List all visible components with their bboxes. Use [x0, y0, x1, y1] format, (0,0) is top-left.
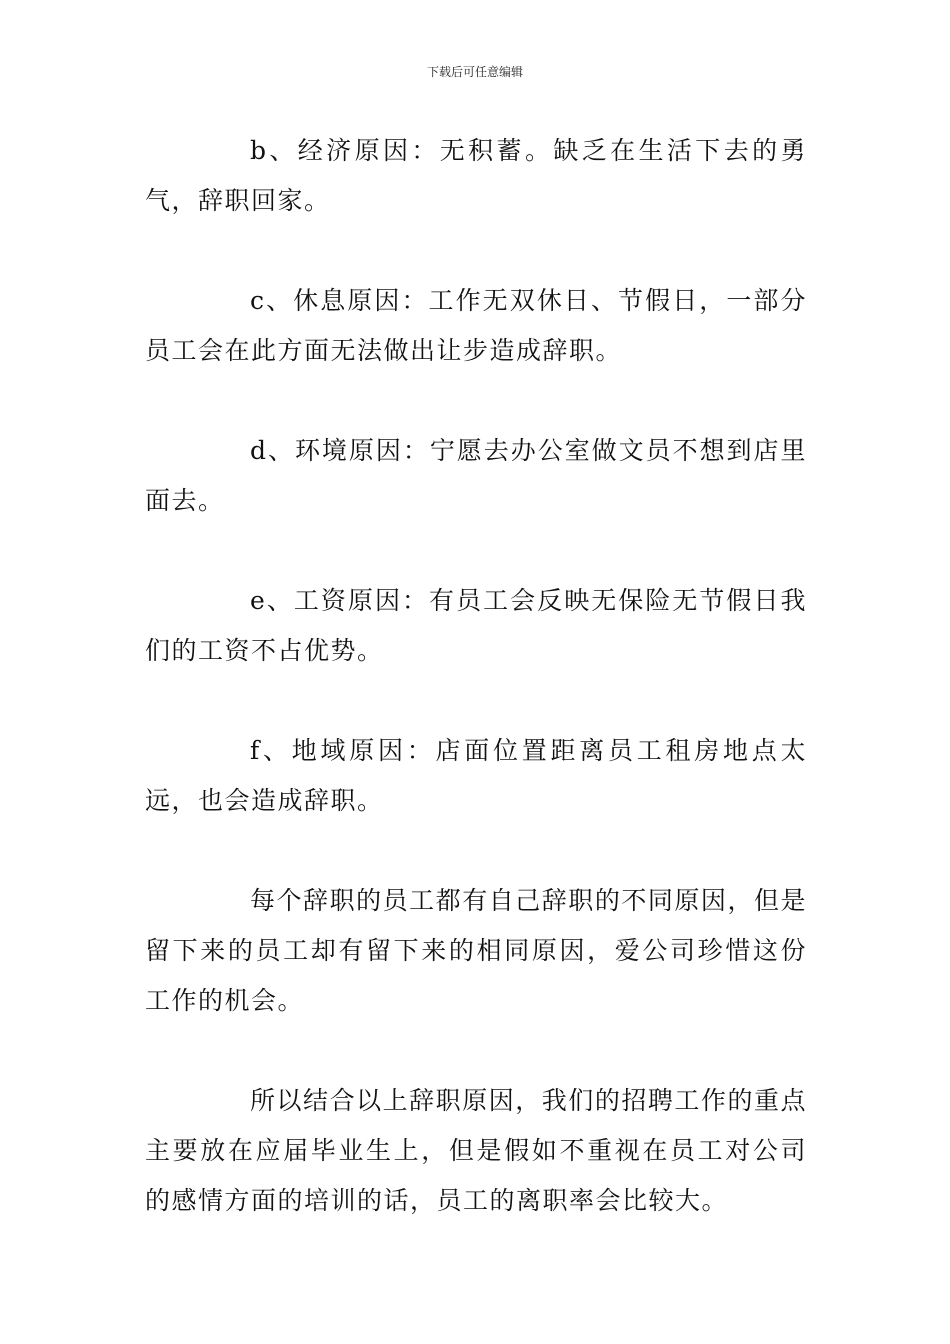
paragraph-reason-d: d、环境原因：宁愿去办公室做文员不想到店里面去。	[145, 436, 807, 515]
paragraph-summary: 每个辞职的员工都有自己辞职的不同原因，但是留下来的员工却有留下来的相同原因，爱公司珍惜这份工作的机会。	[145, 886, 807, 1015]
paragraph-reason-e: e、工资原因：有员工会反映无保险无节假日我们的工资不占优势。	[145, 586, 807, 665]
paragraph-reason-b: b、经济原因：无积蓄。缺乏在生活下去的勇气，辞职回家。	[145, 136, 807, 215]
paragraph-conclusion: 所以结合以上辞职原因，我们的招聘工作的重点主要放在应届毕业生上，但是假如不重视在员工对公司的感情方面的培训的话，员工的离职率会比较大。	[145, 1086, 807, 1215]
paragraph-reason-f: f、地域原因：店面位置距离员工租房地点太远，也会造成辞职。	[145, 736, 807, 815]
page-header-note: 下载后可任意编辑	[426, 65, 523, 79]
paragraph-reason-c: c、休息原因：工作无双休日、节假日，一部分员工会在此方面无法做出让步造成辞职。	[145, 286, 807, 365]
document-body	[145, 126, 807, 1276]
